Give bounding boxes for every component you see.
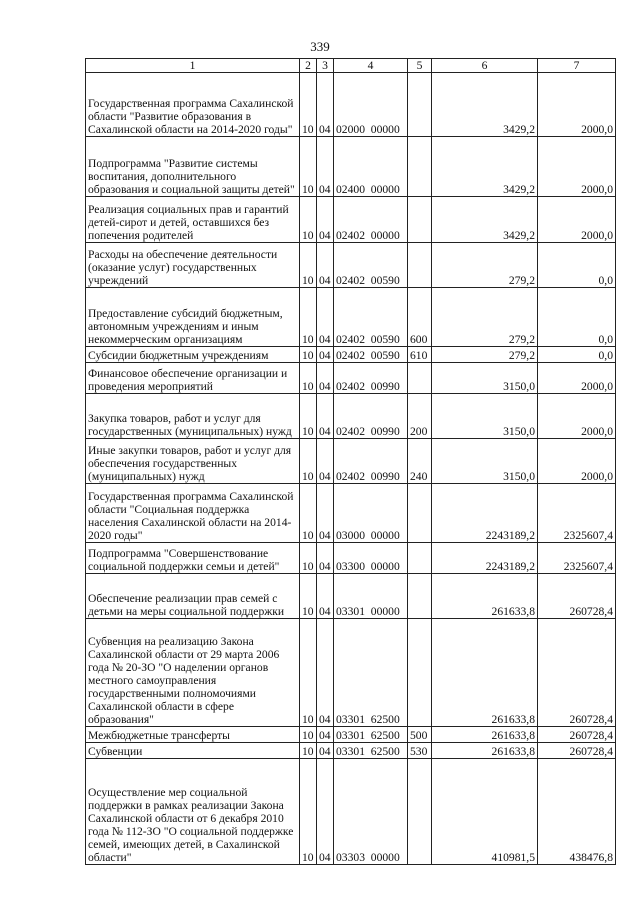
row-name: Субвенция на реализацию Закона Сахалинской области от 29 марта 2006 года № 20-ЗО "О наделении органов местного самоуправления государственными полномочиями Сахалинской области в сфере образования" [86,619,300,727]
column-header: 4 [334,59,408,73]
row-amount-col6: 279,2 [432,243,538,288]
row-amount-col6: 2243189,2 [432,543,538,574]
row-section: 10 [300,484,317,543]
table-row [86,743,616,759]
row-target-article: 03000 00000 [334,484,408,543]
row-amount-col6: 261633,8 [432,727,538,743]
row-subsection: 04 [317,288,334,347]
row-target-article: 02402 00990 [334,363,408,394]
row-section: 10 [300,543,317,574]
row-name: Субвенции [86,743,300,759]
row-target-article: 02402 00590 [334,347,408,363]
row-name: Межбюджетные трансферты [86,727,300,743]
row-section: 10 [300,347,317,363]
row-target-article: 03301 62500 [334,619,408,727]
column-header: 6 [432,59,538,73]
row-amount-col7: 0,0 [538,288,616,347]
row-section: 10 [300,197,317,243]
row-amount-col6: 3150,0 [432,394,538,439]
row-expense-type: 600 [408,288,432,347]
table-row [86,347,616,363]
row-subsection: 04 [317,619,334,727]
row-subsection: 04 [317,73,334,137]
row-name: Предоставление субсидий бюджетным, автономным учреждениям и иным некоммерческим организациям [86,288,300,347]
row-expense-type [408,484,432,543]
row-section: 10 [300,288,317,347]
row-name: Иные закупки товаров, работ и услуг для обеспечения государственных (муниципальных) нужд [86,439,300,484]
row-section: 10 [300,394,317,439]
row-amount-col6: 410981,5 [432,759,538,865]
row-amount-col6: 279,2 [432,347,538,363]
row-subsection: 04 [317,439,334,484]
row-subsection: 04 [317,727,334,743]
row-name: Закупка товаров, работ и услуг для государственных (муниципальных) нужд [86,394,300,439]
row-amount-col7: 260728,4 [538,743,616,759]
row-expense-type: 240 [408,439,432,484]
row-section: 10 [300,727,317,743]
row-target-article: 02402 00000 [334,197,408,243]
row-subsection: 04 [317,759,334,865]
row-subsection: 04 [317,137,334,197]
row-amount-col7: 2000,0 [538,137,616,197]
row-amount-col7: 0,0 [538,347,616,363]
table-row [86,197,616,243]
row-amount-col7: 260728,4 [538,574,616,619]
row-amount-col6: 3429,2 [432,197,538,243]
row-expense-type [408,363,432,394]
column-header: 2 [300,59,317,73]
row-subsection: 04 [317,543,334,574]
row-section: 10 [300,137,317,197]
row-target-article: 02402 00590 [334,288,408,347]
row-name: Обеспечение реализации прав семей с детьми на меры социальной поддержки [86,574,300,619]
row-amount-col6: 2243189,2 [432,484,538,543]
row-target-article: 03303 00000 [334,759,408,865]
row-name: Подпрограмма "Развитие системы воспитания, дополнительного образования и социальной защиты детей" [86,137,300,197]
row-expense-type [408,574,432,619]
row-name: Финансовое обеспечение организации и проведения мероприятий [86,363,300,394]
row-amount-col7: 2000,0 [538,439,616,484]
row-target-article: 02400 00000 [334,137,408,197]
table-row [86,73,616,137]
row-expense-type [408,73,432,137]
row-amount-col6: 3150,0 [432,439,538,484]
row-subsection: 04 [317,347,334,363]
table-row [86,137,616,197]
row-name: Субсидии бюджетным учреждениям [86,347,300,363]
row-name: Расходы на обеспечение деятельности (оказание услуг) государственных учреждений [86,243,300,288]
row-subsection: 04 [317,394,334,439]
row-amount-col7: 438476,8 [538,759,616,865]
row-amount-col6: 3429,2 [432,73,538,137]
row-name: Осуществление мер социальной поддержки в рамках реализации Закона Сахалинской области от 6 декабря 2010 года № 112-ЗО "О социальной поддержке семей, имеющих детей, в Сахалинской области" [86,759,300,865]
table-row [86,574,616,619]
row-amount-col6: 3429,2 [432,137,538,197]
budget-table [85,58,616,865]
row-section: 10 [300,73,317,137]
row-target-article: 02000 00000 [334,73,408,137]
row-section: 10 [300,759,317,865]
row-name: Реализация социальных прав и гарантий детей-сирот и детей, оставшихся без попечения родителей [86,197,300,243]
table-row [86,543,616,574]
row-section: 10 [300,439,317,484]
row-expense-type: 610 [408,347,432,363]
table-row [86,484,616,543]
row-target-article: 03301 62500 [334,743,408,759]
table-header-row [86,59,616,73]
row-section: 10 [300,243,317,288]
table-row [86,439,616,484]
row-name: Государственная программа Сахалинской области "Развитие образования в Сахалинской области на 2014-2020 годы" [86,73,300,137]
row-subsection: 04 [317,574,334,619]
row-target-article: 02402 00990 [334,394,408,439]
row-expense-type [408,619,432,727]
table-row [86,243,616,288]
row-expense-type [408,137,432,197]
row-amount-col7: 0,0 [538,243,616,288]
row-subsection: 04 [317,484,334,543]
row-target-article: 02402 00590 [334,243,408,288]
table-row [86,727,616,743]
row-subsection: 04 [317,743,334,759]
table-row [86,619,616,727]
row-expense-type [408,543,432,574]
row-target-article: 02402 00990 [334,439,408,484]
row-amount-col6: 3150,0 [432,363,538,394]
row-amount-col7: 2000,0 [538,363,616,394]
row-amount-col6: 279,2 [432,288,538,347]
column-header: 7 [538,59,616,73]
row-expense-type [408,759,432,865]
row-amount-col7: 2000,0 [538,394,616,439]
column-header: 5 [408,59,432,73]
row-amount-col7: 260728,4 [538,727,616,743]
row-expense-type: 200 [408,394,432,439]
row-target-article: 03301 62500 [334,727,408,743]
row-subsection: 04 [317,197,334,243]
table-row [86,394,616,439]
row-amount-col7: 260728,4 [538,619,616,727]
row-target-article: 03301 00000 [334,574,408,619]
column-header: 3 [317,59,334,73]
table-row [86,363,616,394]
row-expense-type [408,197,432,243]
row-name: Государственная программа Сахалинской области "Социальная поддержка населения Сахалинской области на 2014-2020 годы" [86,484,300,543]
row-expense-type: 530 [408,743,432,759]
row-expense-type [408,243,432,288]
row-section: 10 [300,363,317,394]
row-subsection: 04 [317,243,334,288]
row-section: 10 [300,619,317,727]
row-section: 10 [300,574,317,619]
table-row [86,288,616,347]
row-section: 10 [300,743,317,759]
table-row [86,759,616,865]
row-amount-col7: 2000,0 [538,197,616,243]
row-amount-col7: 2325607,4 [538,543,616,574]
row-name: Подпрограмма "Совершенствование социальной поддержки семьи и детей" [86,543,300,574]
row-amount-col7: 2325607,4 [538,484,616,543]
row-subsection: 04 [317,363,334,394]
page-number: 339 [310,39,330,54]
row-expense-type: 500 [408,727,432,743]
row-amount-col6: 261633,8 [432,619,538,727]
row-amount-col7: 2000,0 [538,73,616,137]
column-header: 1 [86,59,300,73]
row-target-article: 03300 00000 [334,543,408,574]
row-amount-col6: 261633,8 [432,574,538,619]
row-amount-col6: 261633,8 [432,743,538,759]
